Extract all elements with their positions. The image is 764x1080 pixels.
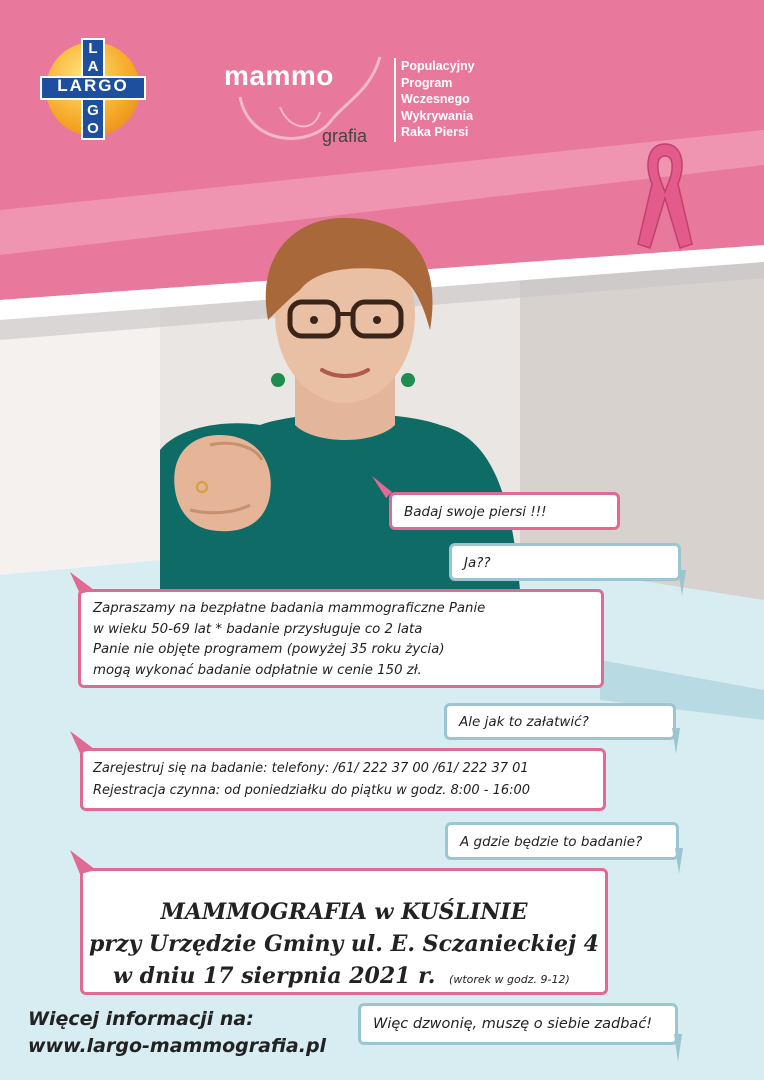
location-title: MAMMOGRAFIA w KUŚLINIE	[160, 899, 528, 925]
mammo-word: mammo	[224, 60, 334, 91]
bubble-tail	[70, 572, 94, 594]
invitation-text	[93, 599, 485, 681]
bubble-text: Więc dzwonię, muszę o siebie zadbać!	[373, 1016, 653, 1032]
program-name	[401, 58, 475, 141]
program-line: Program	[401, 75, 453, 90]
largo-logo-text: LARGO	[57, 76, 129, 95]
more-info	[28, 1006, 326, 1060]
pink-ribbon-icon	[630, 136, 700, 254]
bubble-text: Ja??	[464, 555, 491, 571]
invitation-line: w wieku 50-69 lat * badanie przysługuje co 2 lata	[93, 621, 423, 637]
location-date: w dniu 17 sierpnia 2021 r.	[113, 963, 436, 989]
registration-line: Rejestracja czynna: od poniedziałku do piątku w godz. 8:00 - 16:00	[93, 783, 531, 798]
more-info-label: Więcej informacji na:	[28, 1008, 254, 1030]
bubble-tail	[70, 731, 94, 753]
bubble-tail	[70, 850, 96, 874]
largo-letter: O	[87, 120, 99, 137]
speech-bubble-invitation	[78, 589, 604, 688]
location-address: przy Urzędzie Gminy ul. E. Sczanieckiej 4	[89, 931, 599, 957]
bubble-text: Badaj swoje piersi !!!	[404, 504, 547, 520]
bubble-text: A gdzie będzie to badanie?	[460, 834, 643, 850]
program-line: Populacyjny	[401, 59, 475, 73]
bubble-tail	[678, 570, 694, 596]
speech-bubble-location	[80, 868, 608, 995]
location-date-line	[113, 963, 570, 989]
grafia-word: grafia	[322, 126, 368, 146]
bubble-tail	[372, 476, 392, 498]
location-hours: (wtorek w godz. 9-12)	[449, 973, 570, 986]
program-line: Wczesnego	[401, 92, 470, 106]
bubble-tail	[675, 848, 691, 874]
invitation-line: Panie nie objęte programem (powyżej 35 roku życia)	[93, 642, 445, 657]
largo-logo	[40, 38, 146, 140]
program-divider	[394, 58, 396, 142]
registration-text	[93, 758, 530, 802]
largo-logo-vertical-bottom	[81, 102, 105, 138]
speech-bubble-ja	[449, 543, 681, 581]
registration-line: Zarejestruj się na badanie: telefony: /61/ 222 37 00 /61/ 222 37 01	[93, 761, 529, 776]
largo-letter: L	[88, 40, 98, 57]
largo-letter: G	[87, 102, 99, 119]
program-line: Raka Piersi	[401, 125, 469, 139]
bubble-text: Ale jak to załatwić?	[459, 714, 589, 730]
speech-bubble-wiec-dzwonie	[358, 1003, 678, 1045]
speech-bubble-badaj	[389, 492, 620, 530]
invitation-line: mogą wykonać badanie odpłatnie w cenie 150 zł.	[93, 662, 422, 678]
bubble-tail	[674, 1034, 690, 1062]
speech-bubble-a-gdzie	[445, 822, 679, 860]
website-link[interactable]: www.largo-mammografia.pl	[28, 1035, 327, 1057]
woman-pointing-illustration	[150, 210, 550, 590]
bubble-tail	[672, 728, 688, 754]
speech-bubble-ale-jak	[444, 703, 676, 740]
program-line: Wykrywania	[401, 108, 474, 123]
invitation-line: Zapraszamy na bezpłatne badania mammograficzne Panie	[93, 601, 486, 616]
largo-letter: A	[87, 58, 99, 75]
speech-bubble-registration	[80, 748, 606, 811]
largo-logo-vertical-top	[81, 40, 105, 76]
